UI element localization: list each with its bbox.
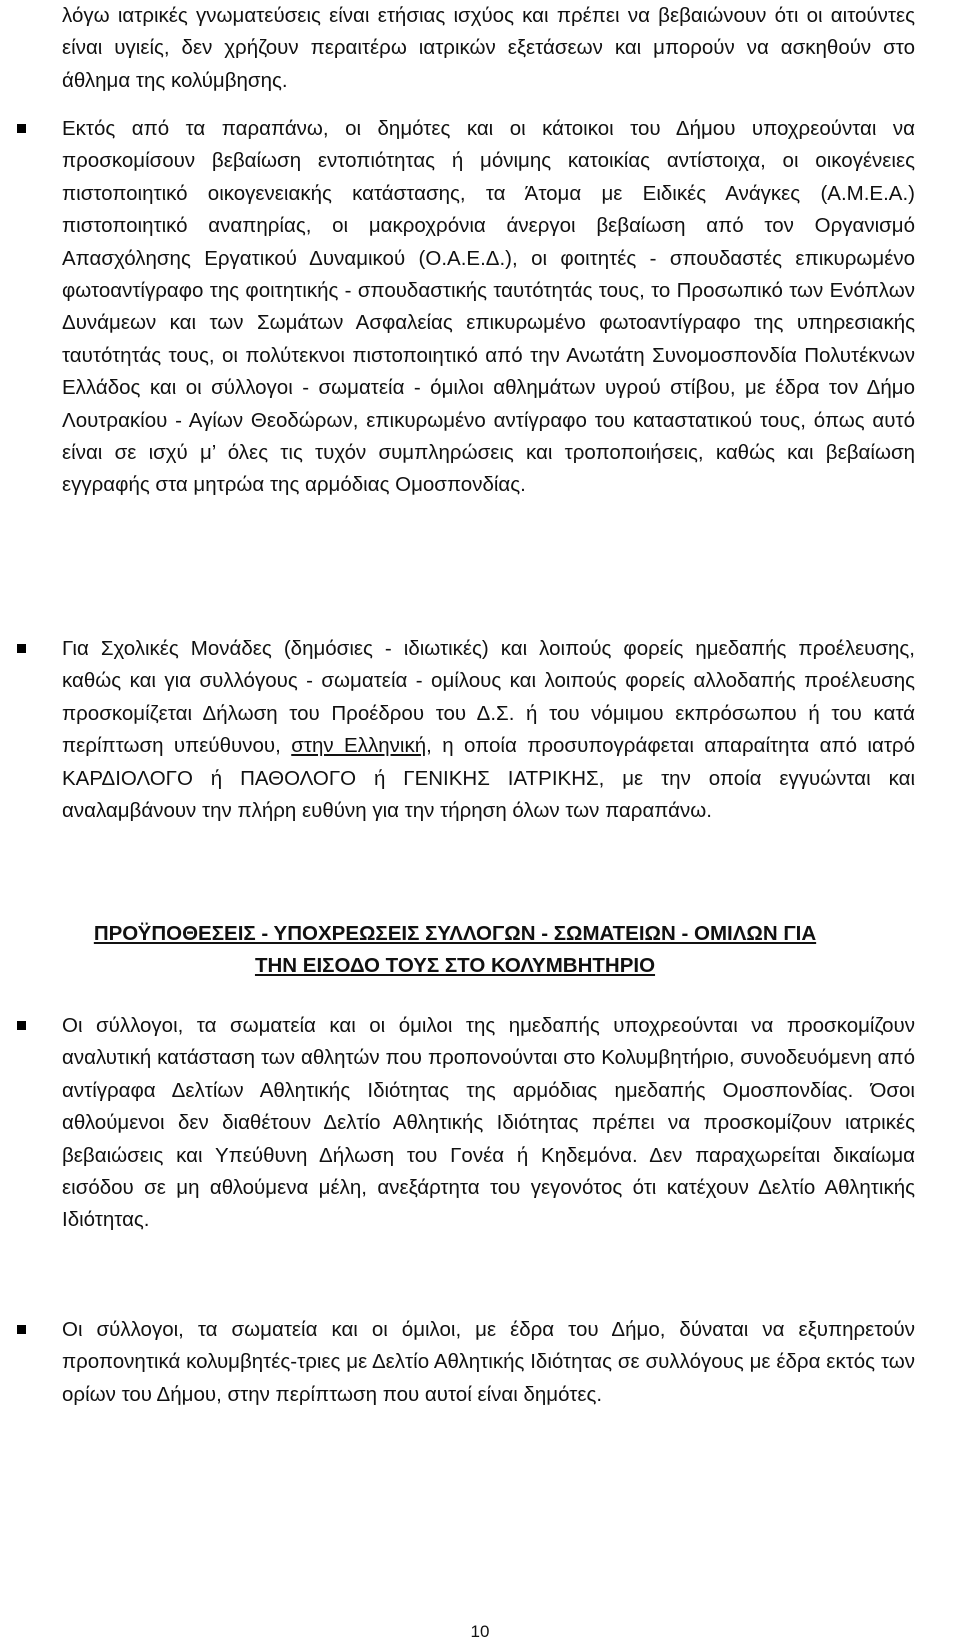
heading-line-1: ΠΡΟΫΠΟΘΕΣΕΙΣ - ΥΠΟΧΡΕΩΣΕΙΣ ΣΥΛΛΟΓΩΝ - ΣΩΜΑΤΕΙΩΝ - ΟΜΙΛΩΝ ΓΙΑ [93, 922, 817, 945]
page-number: 10 [470, 1622, 490, 1641]
square-bullet-icon [17, 124, 26, 133]
heading-line-2: ΤΗΝ ΕΙΣΟΔΟ ΤΟΥΣ ΣΤΟ ΚΟΛΥΜΒΗΤΗΡΙΟ [254, 954, 656, 978]
bullet-text: Για Σχολικές Μονάδες (δημόσιες - ιδιωτικές) και λοιπούς φορείς ημεδαπής προέλευσης, καθώς και για συλλόγους - σωματεία - ομίλους και λοιπούς φορείς αλλοδαπής προέλευσης προσκομίζεται Δήλωση του Προέδρου του Δ.Σ. ή του νόμιμου εκπρόσωπου ή του κατά περίπτωση υπεύθυνου, [62, 637, 915, 758]
square-bullet-icon [17, 644, 26, 653]
intro-paragraph: λόγω ιατρικές γνωματεύσεις είναι ετήσιας ισχύος και πρέπει να βεβαιώνουν ότι οι αιτούντες είναι υγιείς, δεν χρήζουν περαιτέρω ιατρικών εξετάσεων και μπορούν να ασκηθούν στο άθλημα της κολύμβησης. [62, 4, 915, 92]
bullet-item-schools [62, 633, 915, 827]
bullet-item-local-residents [62, 113, 915, 502]
square-bullet-icon [17, 1021, 26, 1030]
bullet-text: Εκτός από τα παραπάνω, οι δημότες και οι κάτοικοι του Δήμου υποχρεούνται να προσκομίσουν βεβαίωση εντοπιότητας ή μόνιμης κατοικίας αντίστοιχα, οι οικογένειες πιστοποιητικό οικογενειακής κατάστασης, τα Άτομα με Ειδικές Ανάγκες (Α.Μ.Ε.Α.) πιστοποιητικό αναπηρίας, οι μακροχρόνια άνεργοι βεβαίωση από τον Οργανισμό Απασχόλησης Εργατικού Δυναμικού (Ο.Α.Ε.Δ.), οι φοιτητές - σπουδαστές επικυρωμένο φωτοαντίγραφο της φοιτητικής - σπουδαστικής ταυτότητάς τους, το Προσωπικό των Ενόπλων Δυνάμεων και των Σωμάτων Ασφαλείας επικυρωμένο φωτοαντίγραφο της υπηρεσιακής ταυτότητάς τους, οι πολύτεκνοι πιστοποιητικό από την Ανωτάτη Συνομοσπονδία Πολυτέκνων Ελλάδος και οι σύλλογοι - σωματεία - όμιλοι αθλημάτων υγρού στίβου, με έδρα τον Δήμο Λουτρακίου - Αγίων Θεοδώρων, επικυρωμένο αντίγραφο του καταστατικού τους, όπως αυτό είναι σε ισχύ μ’ όλες τις τυχόν συμπληρώσεις και τροποποιήσεις, καθώς και βεβαίωση εγγραφής στα μητρώα της αρμόδιας Ομοσπονδίας. [62, 117, 915, 497]
bullet-text: Οι σύλλογοι, τα σωματεία και οι όμιλοι της ημεδαπής υποχρεούνται να προσκομίζουν αναλυτική κατάσταση των αθλητών που προπονούνται στο Κολυμβητήριο, συνοδευόμενη από αντίγραφα Δελτίων Αθλητικής Ιδιότητας της αρμόδιας ημεδαπής Ομοσπονδίας. Όσοι αθλούμενοι δεν διαθέτουν Δελτίο Αθλητικής Ιδιότητας πρέπει να προσκομίζουν ιατρικές βεβαιώσεις και Υπεύθυνη Δήλωση του Γονέα ή Κηδεμόνα. Δεν παραχωρείται δικαίωμα εισόδου σε μη αθλούμενα μέλη, ανεξάρτητα του γεγονότος ότι κατέχουν Δελτίο Αθλητικής Ιδιότητας. [62, 1014, 915, 1232]
bullet-item-clubs-training [62, 1314, 915, 1411]
bullet-item-clubs-obligations [62, 1010, 915, 1237]
bullet-text: Οι σύλλογοι, τα σωματεία και οι όμιλοι, με έδρα του Δήμο, δύναται να εξυπηρετούν προπονητικά κολυμβητές-τριες με Δελτίο Αθλητικής Ιδιότητας σε συλλόγους με έδρα εκτός των ορίων του Δήμου, στην περίπτωση που αυτοί είναι δημότες. [62, 1318, 915, 1406]
underlined-text: στην Ελληνική [291, 734, 427, 758]
section-heading [0, 918, 910, 983]
square-bullet-icon [17, 1325, 26, 1334]
bullet-text-continued: , η οποία προσυπογράφεται απαραίτητα από ιατρό ΚΑΡΔΙΟΛΟΓΟ ή ΠΑΘΟΛΟΓΟ ή ΓΕΝΙΚΗΣ ΙΑΤΡΙΚΗΣ, με την οποία εγγυώνται και αναλαμβάνουν την πλήρη ευθύνη για την τήρηση όλων των παραπάνω. [62, 734, 915, 823]
